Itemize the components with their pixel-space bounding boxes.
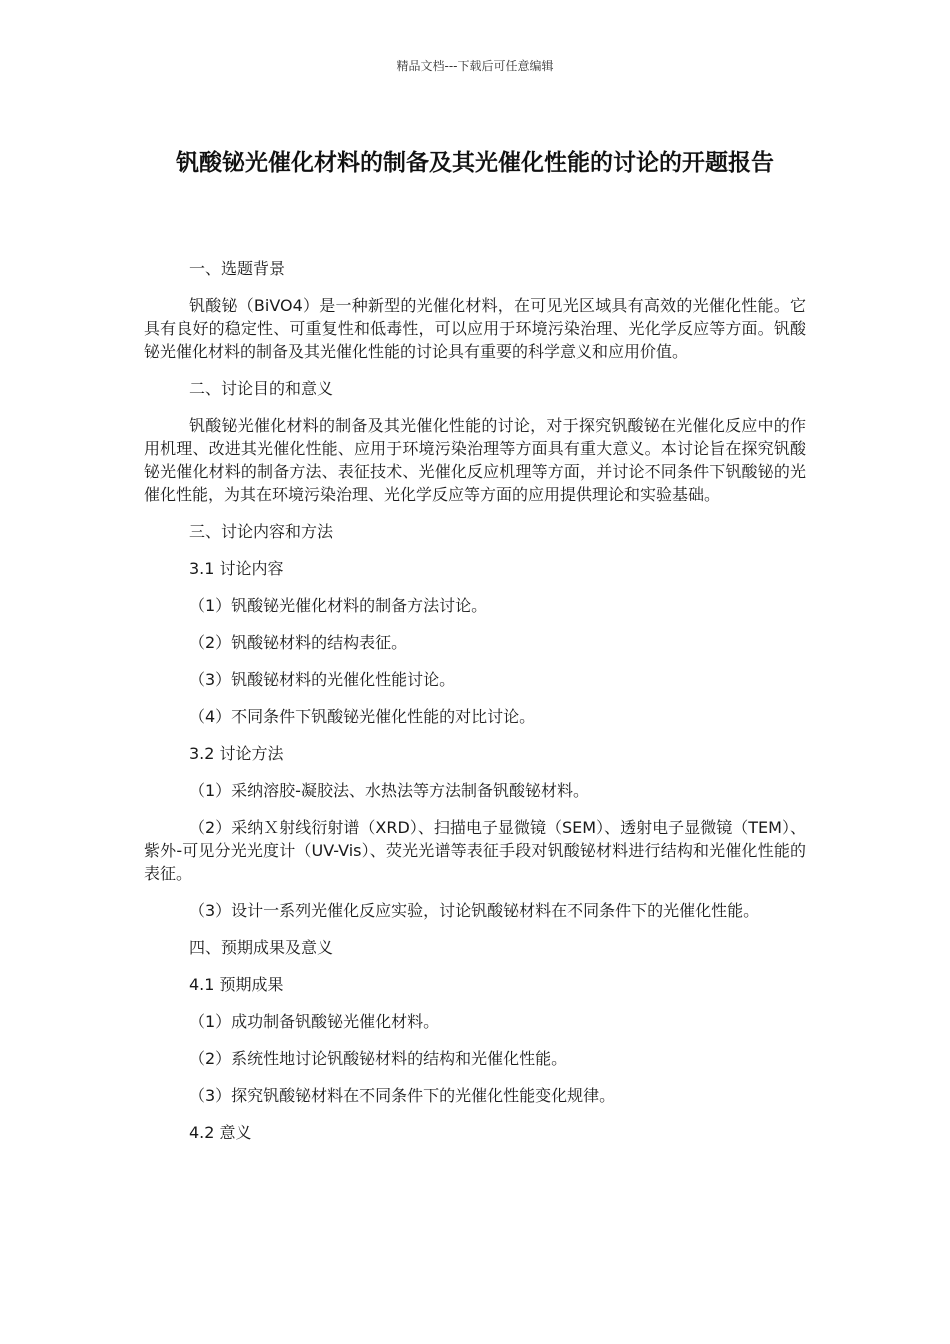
list-item: （3）探究钒酸铋材料在不同条件下的光催化性能变化规律。 [189,1086,616,1105]
list-item: （2）系统性地讨论钒酸铋材料的结构和光催化性能。 [189,1049,568,1068]
list-item: （1）采纳溶胶-凝胶法、水热法等方法制备钒酸铋材料。 [189,781,589,800]
subsection-heading: 4.1 预期成果 [189,975,284,994]
section-heading: 一、选题背景 [189,259,286,278]
list-item: （2）采纳Ｘ射线衍射谱（XRD）、扫描电子显微镜（SEM）、透射电子显微镜（TEM）、紫外-可见分光光度计（UV-Vis）、荧光光谱等表征手段对钒酸铋材料进行结构和光催化性能的表征。 [144,818,806,883]
subsection-heading: 4.2 意义 [189,1123,252,1142]
document-title: 钒酸铋光催化材料的制备及其光催化性能的讨论的开题报告 [176,150,774,176]
list-item: （4）不同条件下钒酸铋光催化性能的对比讨论。 [189,707,536,726]
list-item: （3）钒酸铋材料的光催化性能讨论。 [189,670,456,689]
page-header: 精品文档---下载后可任意编辑 [396,59,554,73]
subsection-heading: 3.1 讨论内容 [189,559,284,578]
document-body [144,257,806,1158]
section-heading: 三、讨论内容和方法 [189,522,334,541]
subsection-heading: 3.2 讨论方法 [189,744,284,763]
list-item: （2）钒酸铋材料的结构表征。 [189,633,408,652]
list-item: （1）钒酸铋光催化材料的制备方法讨论。 [189,596,488,615]
paragraph: 钒酸铋光催化材料的制备及其光催化性能的讨论，对于探究钒酸铋在光催化反应中的作用机理、改进其光催化性能、应用于环境污染治理等方面具有重大意义。本讨论旨在探究钒酸铋光催化材料的制备方法、表征技术、光催化反应机理等方面，并讨论不同条件下钒酸铋的光催化性能，为其在环境污染治理、光化学反应等方面的应用提供理论和实验基础。 [144,416,806,504]
list-item: （1）成功制备钒酸铋光催化材料。 [189,1012,440,1031]
section-heading: 二、讨论目的和意义 [189,379,334,398]
list-item: （3）设计一系列光催化反应实验，讨论钒酸铋材料在不同条件下的光催化性能。 [189,901,760,920]
paragraph: 钒酸铋（BiVO4）是一种新型的光催化材料，在可见光区域具有高效的光催化性能。它具有良好的稳定性、可重复性和低毒性，可以应用于环境污染治理、光化学反应等方面。钒酸铋光催化材料的制备及其光催化性能的讨论具有重要的科学意义和应用价值。 [144,296,806,361]
section-heading: 四、预期成果及意义 [189,938,334,957]
